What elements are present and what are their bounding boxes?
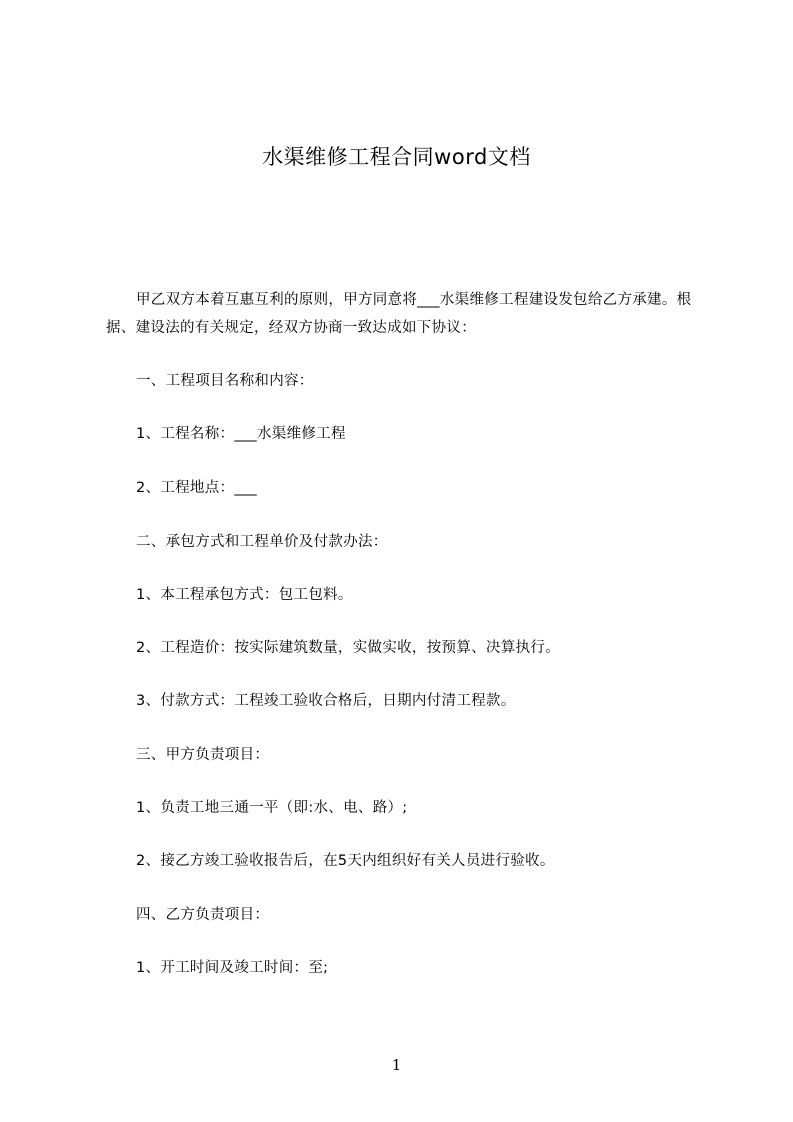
- clause-payment-method: 3、付款方式：工程竣工验收合格后，日期内付清工程款。: [136, 693, 516, 709]
- section-heading-project: 一、工程项目名称和内容：: [136, 373, 314, 389]
- section-heading-party-a: 三、甲方负责项目：: [136, 747, 270, 763]
- clause-project-location: 2、工程地点：___: [136, 480, 257, 496]
- clause-party-a-site: 1、负责工地三通一平（即:水、电、路）;: [136, 800, 408, 816]
- document-title: 水渠维修工程合同word文档: [262, 145, 531, 169]
- clause-project-cost: 2、工程造价：按实际建筑数量，实做实收，按预算、决算执行。: [136, 640, 560, 656]
- clause-party-b-schedule: 1、开工时间及竣工时间：至;: [136, 960, 329, 976]
- clause-project-name: 1、工程名称：___水渠维修工程: [136, 426, 346, 442]
- section-heading-contract-method: 二、承包方式和工程单价及付款办法：: [136, 534, 388, 550]
- page-number: 1: [391, 1056, 402, 1074]
- intro-paragraph: 甲乙双方本着互惠互利的原则，甲方同意将___水渠维修工程建设发包给乙方承建。根据、建设法的有关规定，经双方协商一致达成如下协议：: [106, 292, 692, 336]
- clause-party-a-acceptance: 2、接乙方竣工验收报告后，在5天内组织好有关人员进行验收。: [136, 853, 555, 869]
- clause-contract-method: 1、本工程承包方式：包工包料。: [136, 587, 353, 603]
- section-heading-party-b: 四、乙方负责项目：: [136, 907, 270, 923]
